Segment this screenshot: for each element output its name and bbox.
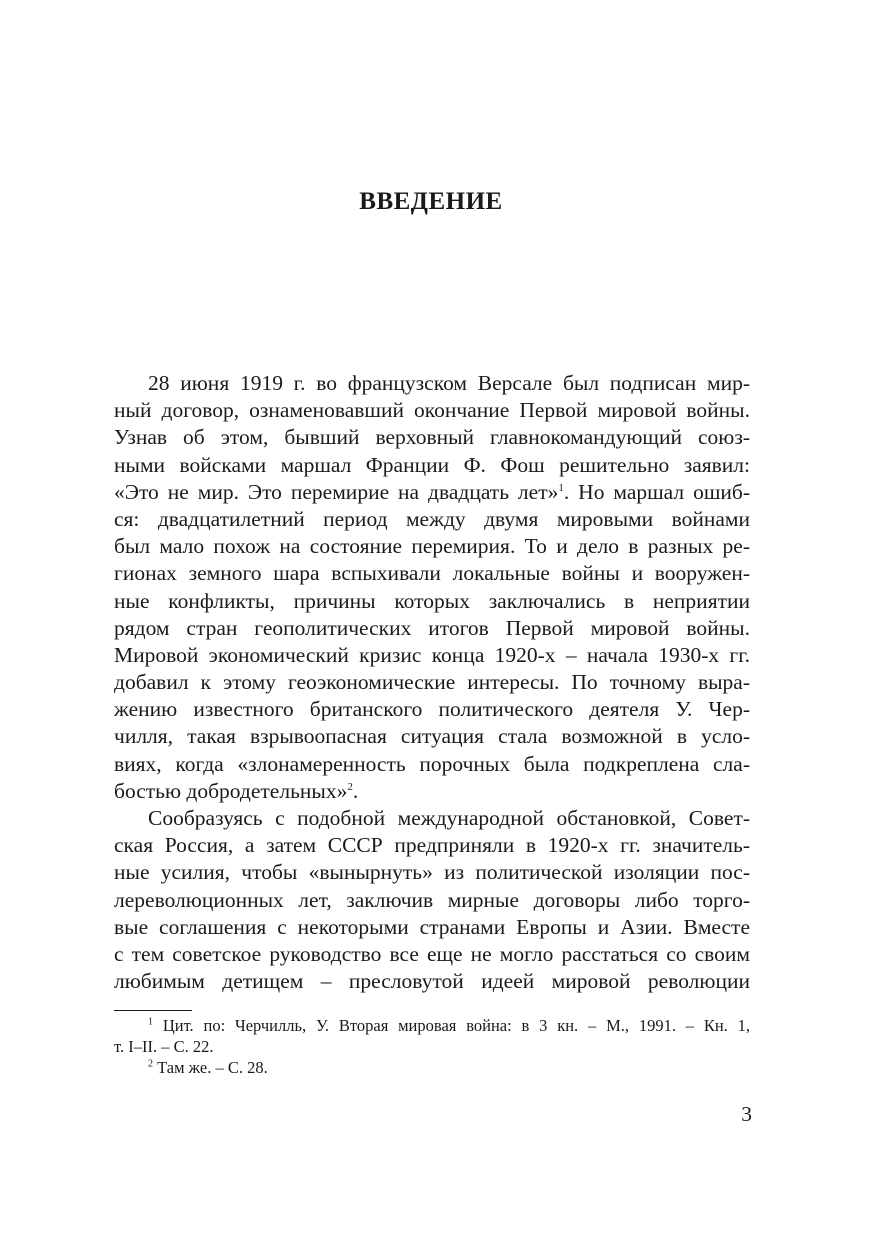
text-line: любимым детищем – пресловутой идеей мировой революции	[114, 969, 750, 994]
text-segment: . Но маршал ошиб-	[563, 479, 750, 504]
footnote-reference[interactable]: 1	[558, 481, 564, 494]
text-line: гионах земного шара вспыхивали локальные войны и вооружен-	[114, 561, 750, 586]
text-line: вые соглашения с некоторыми странами Европы и Азии. Вместе	[114, 914, 750, 939]
text-line	[114, 778, 750, 805]
text-line: Мировой экономический кризис конца 1920-х – начала 1930-х гг.	[114, 642, 750, 667]
text-line: был мало похож на состояние перемирия. То и дело в разных ре-	[114, 534, 750, 559]
text-line: с тем советское руководство все еще не могло расстаться со своим	[114, 941, 750, 966]
text-line: ская Россия, а затем СССР предприняли в 1920-х гг. значитель-	[114, 833, 750, 858]
footnote-mark: 2	[148, 1058, 153, 1070]
text-line: жению известного британского политического деятеля У. Чер-	[114, 697, 750, 722]
text-line: ные усилия, чтобы «вынырнуть» из политической изоляции пос-	[114, 860, 750, 885]
text-line: Сообразуясь с подобной международной обстановкой, Совет-	[148, 806, 750, 830]
text-line: лереволюционных лет, заключив мирные договоры либо торго-	[114, 887, 750, 912]
body-text	[114, 370, 750, 995]
footnote-text: Цит. по: Черчилль, У. Вторая мировая война: в 3 кн. – М., 1991. – Кн. 1,	[162, 1016, 751, 1035]
footnote-text: Там же. – С. 28.	[157, 1058, 268, 1077]
chapter-title: ВВЕДЕНИЕ	[359, 188, 503, 215]
text-line: ные конфликты, причины которых заключались в неприятии	[114, 588, 750, 613]
text-segment: бостью добродетельных»	[114, 778, 348, 803]
text-line: ными войсками маршал Франции Ф. Фош решительно заявил:	[114, 452, 750, 477]
page-number: 3	[741, 1102, 752, 1126]
footnotes	[114, 1015, 750, 1078]
text-line: ный договор, ознаменовавший окончание Первой мировой войны.	[114, 398, 750, 423]
text-line: 28 июня 1919 г. во французском Версале был подписан мир-	[148, 371, 750, 395]
text-line: Узнав об этом, бывший верховный главнокомандующий союз-	[114, 425, 750, 450]
text-line: чилля, такая взрывоопасная ситуация стала возможной в усло-	[114, 724, 750, 749]
text-segment: «Это не мир. Это перемирие на двадцать лет»	[114, 479, 559, 504]
text-line: добавил к этому геоэкономические интересы. По точному выра-	[114, 670, 750, 695]
text-line: виях, когда «злонамеренность порочных была подкреплена сла-	[114, 751, 750, 776]
footnote-reference[interactable]: 2	[347, 780, 353, 793]
text-line	[114, 479, 750, 506]
text-segment: .	[352, 778, 359, 803]
footnote-mark: 1	[148, 1016, 153, 1028]
text-line: рядом стран геополитических итогов Первой мировой войны.	[114, 615, 750, 640]
footnote-line: т. I–II. – С. 22.	[114, 1037, 214, 1056]
footnote-line	[114, 1015, 750, 1036]
footnote-separator	[114, 1010, 192, 1011]
text-line: ся: двадцатилетний период между двумя мировыми войнами	[114, 506, 750, 531]
footnote-line	[114, 1057, 750, 1078]
